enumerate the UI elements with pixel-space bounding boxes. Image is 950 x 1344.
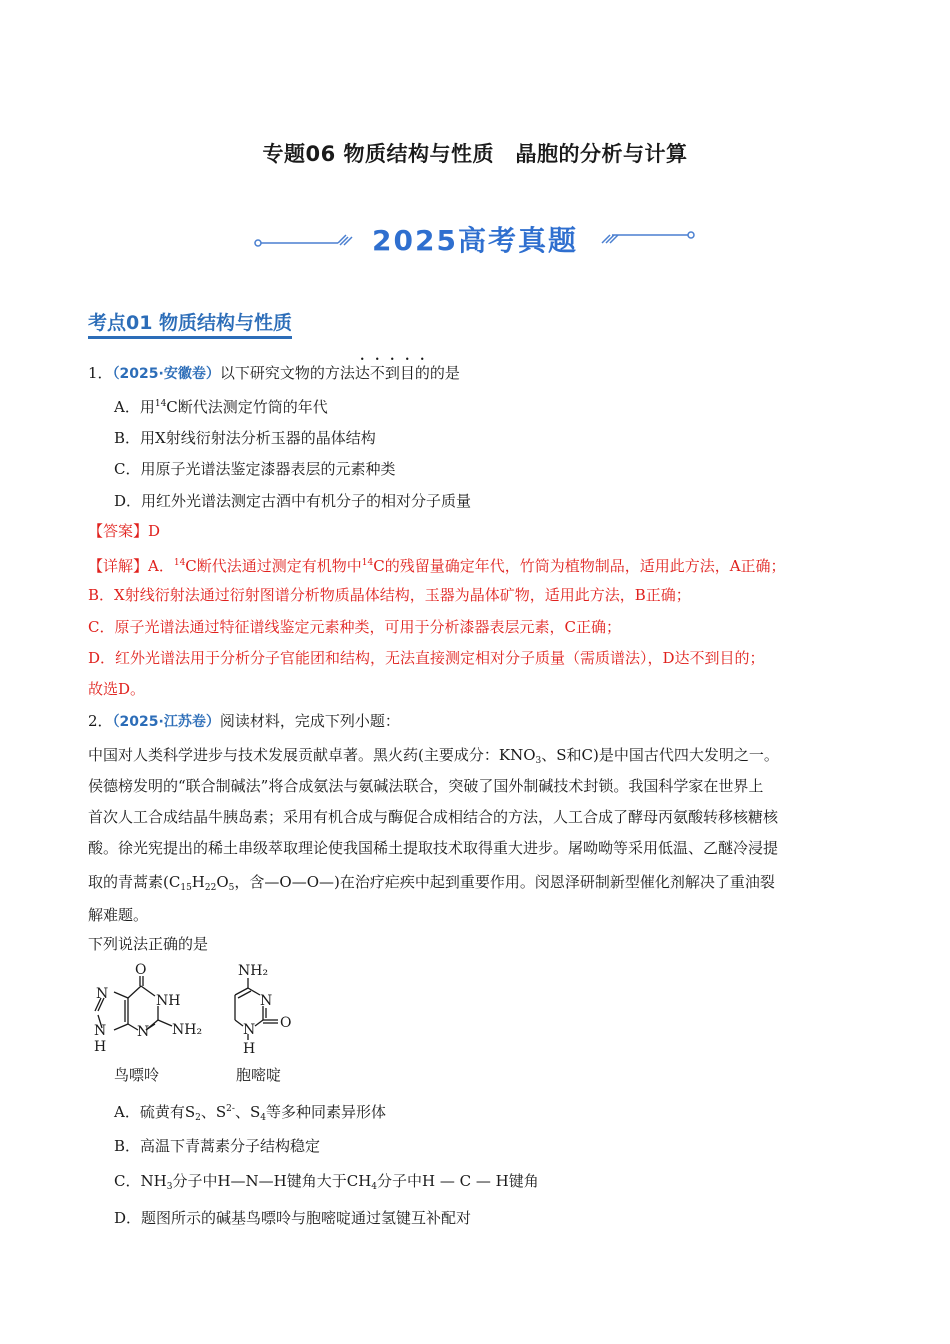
svg-text:O: O — [280, 1015, 292, 1031]
question-source: （2025·江苏卷） — [112, 714, 220, 730]
svg-text:N: N — [137, 1024, 150, 1040]
question-2-stem: 2．（2025·江苏卷）阅读材料，完成下列小题： — [88, 712, 400, 730]
option-c: C．$NH_3$分子中H—N—H键角大于$CH_4$分子中H — C — H键角 — [114, 1172, 539, 1192]
option-a: A．硫黄有$S_2$、$S^{2-}$、$S_4$等多种同素异形体 — [114, 1103, 386, 1123]
svg-text:H: H — [243, 1041, 256, 1057]
svg-text:O: O — [135, 962, 147, 978]
passage-line-3: 首次人工合成结晶牛胰岛素；采用有机合成与酶促合成相结合的方法，人工合成了酵母丙氨酸转移核糖核 — [88, 808, 779, 826]
detail-line-2: B．X射线衍射法通过衍射图谱分析物质晶体结构，玉器为晶体矿物，适用此方法，B正确； — [88, 586, 691, 604]
cytosine-label: 胞嘧啶 — [236, 1066, 282, 1084]
banner-title: 2025高考真题 — [372, 224, 578, 257]
svg-text:H: H — [94, 1039, 107, 1055]
question-number: 1． — [88, 364, 113, 382]
svg-text:N: N — [94, 1023, 107, 1039]
structure-diagram — [80, 958, 310, 1063]
guanine-label: 鸟嘌呤 — [114, 1066, 160, 1084]
detail-line-1: 【详解】A．$^{14}$C断代法通过测定有机物中$^{14}$C的残留量确定年代，竹筒为植物制品，适用此方法，A正确； — [88, 557, 786, 575]
svg-text:NH: NH — [156, 993, 181, 1009]
passage-line-6: 解难题。 — [88, 906, 149, 924]
option-b: B．高温下青蒿素分子结构稳定 — [114, 1137, 321, 1155]
option-d: D．题图所示的碱基鸟嘌呤与胞嘧啶通过氢键互补配对 — [114, 1209, 472, 1227]
passage-line-2: 侯德榜发明的“联合制碱法”将合成氨法与氨碱法联合，突破了国外制碱技术封锁。我国科学家在世界上 — [88, 777, 764, 795]
option-b: B．用X射线衍射法分析玉器的晶体结构 — [114, 429, 376, 447]
question-number: 2． — [88, 712, 113, 730]
svg-text:NH₂: NH₂ — [238, 963, 269, 979]
svg-text:N: N — [96, 986, 109, 1002]
svg-text:N: N — [260, 993, 273, 1009]
detail-line-5: 故选D。 — [88, 680, 146, 698]
page-title: 专题06 物质结构与性质 晶胞的分析与计算 — [262, 142, 688, 166]
question-1-stem: 1．（2025·安徽卷）以下研究文物的方法达不到目的的是 — [88, 364, 460, 382]
detail-line-4: D．红外光谱法用于分析分子官能团和结构，无法直接测定相对分子质量（需质谱法），D达不到目的； — [88, 649, 765, 667]
guanine-atom-labels — [94, 962, 202, 1055]
cytosine-structure — [235, 978, 278, 1040]
question-ask: 下列说法正确的是 — [88, 935, 209, 953]
passage-line-1: 中国对人类科学进步与技术发展贡献卓著。黑火药(主要成分：$KNO_3$、S和C)是中国古代四大发明之一。 — [88, 746, 779, 766]
passage-line-4: 酸。徐光宪提出的稀土串级萃取理论使我国稀土提取技术取得重大进步。屠呦呦等采用低温、乙醚冷浸提 — [88, 839, 779, 857]
answer: 【答案】D — [88, 522, 161, 540]
passage-line-5: 取的青蒿素($C_{15}H_{22}O_5$，含—O—O—)在治疗疟疾中起到重要作用。闵恩泽研制新型催化剂解决了重油裂 — [88, 873, 775, 893]
option-a: A．用$^{14}$C断代法测定竹筒的年代 — [114, 398, 328, 416]
svg-text:NH₂: NH₂ — [172, 1022, 203, 1038]
svg-text:N: N — [243, 1022, 256, 1038]
cytosine-atom-labels — [238, 963, 291, 1057]
option-c: C．用原子光谱法鉴定漆器表层的元素种类 — [114, 460, 396, 478]
emphasized-text: 达不到目的 — [354, 364, 430, 382]
detail-line-3: C．原子光谱法通过特征谱线鉴定元素种类，可用于分析漆器表层元素，C正确； — [88, 618, 621, 636]
option-d: D．用红外光谱法测定古酒中有机分子的相对分子质量 — [114, 492, 472, 510]
question-source: （2025·安徽卷） — [112, 366, 220, 382]
section-heading: 考点01 物质结构与性质 — [88, 308, 292, 339]
